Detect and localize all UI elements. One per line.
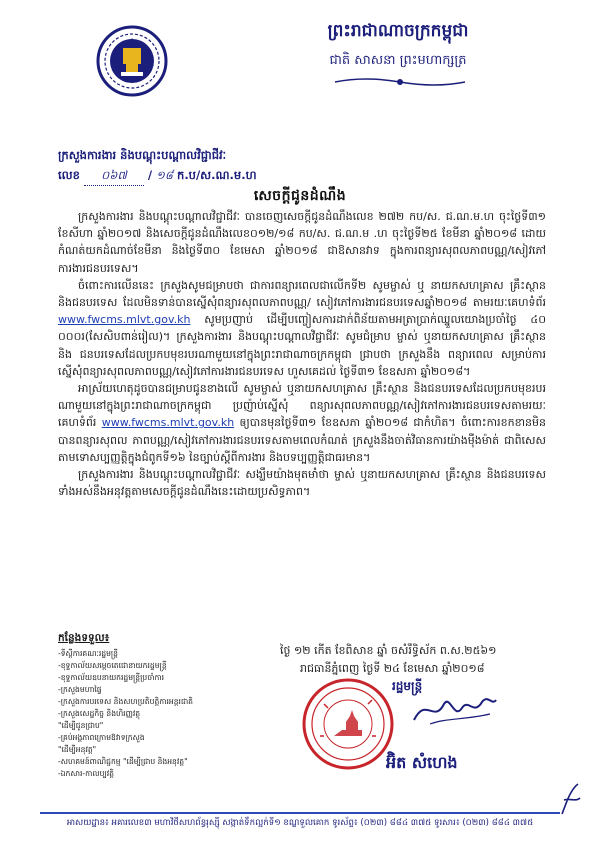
recipient-item: -ឯកសារ-កាលប្បវត្តិ	[58, 769, 114, 778]
recipient-item: -ក្រសួងការបរទេស និងសហប្រតិបត្តិការអន្តរជាតិ	[58, 697, 194, 706]
ministry-name	[58, 148, 226, 165]
number-label: លេខ	[58, 168, 80, 182]
paragraph-3	[58, 380, 546, 466]
document-number: លេខ ០៦៧ / ១៨ ក.ប/ស.ណ.ម.ហ	[58, 168, 257, 186]
number-year: ១៨	[156, 168, 173, 182]
ministry-logo	[95, 24, 169, 98]
paragraph-2-text: ចំពោះការលើននេះ ក្រសួងសូមជម្រាបថា ជាការពន្យារពេលជាលើកទី២ សូមម្ចាស់ ឬ នាយកសហគ្រាស គ្រឹះស្ថាន និងជនបរទេស ដែលមិនទាន់បានស្នើសុំពន្យារសុពលភាពបណ្ណ/ សៀវភៅការងារជនបរទេសឆ្នាំ២០១៨ តាមរយៈគេហទំព័រ	[58, 278, 546, 310]
paragraph-3-cont: ឲ្យបានមុនថ្ងៃទី៣១ ខែឧសភា ឆ្នាំ២០១៨ ជាកំហិត។ ចំពោះការខកខានមិនបានពន្យារសុពល ភាពបណ្ណ/សៀវភៅការងារជនបរទេសតាមពេលកំណត់ ក្រសួងនឹងចាត់វិធានការយ៉ាងម៉ឺងម៉ាត់ ជាពិសេសតាមទោសប្បញ្ញត្តិក្នុងជំពូកទី១៦ នៃច្បាប់ស្តីពីការងារ និងបទប្បញ្ញត្តិជាធរមាន។	[58, 416, 546, 464]
number-handwritten: ០៦៧	[101, 168, 127, 182]
paragraph-1: ក្រសួងការងារ និងបណ្តុះបណ្តាលវិជ្ជាជីវៈ បានចេញសេចក្តីជូនដំណឹងលេខ ២៧២ កប/ស. ជ.ណ.ម.ហ ចុះថ្ងៃទី៣១ ខែសីហា ឆ្នាំ២០១៧ និងសេចក្តីជូនដំណឹងលេខ០១២/១៨ កប/ស. ជ.ណ.ម .ហ ចុះថ្ងៃទី២៥ ខែមីនា ឆ្នាំ២០១៨ ដោយកំណត់យកដំណាច់ខែមីនា និងថ្ងៃទី៣០ ខែមេសា ឆ្នាំ២០១៨ ជាឱសានវាទ ក្នុងការពន្យារសុពលភាពបណ្ណ/សៀវភៅការងារជនបរទេស។	[58, 210, 546, 275]
footer-address: អាសយដ្ឋាន៖ អគារលេខ៣ មហាវិថីសហព័ន្ធរុស្ស៊ី សង្កាត់ទឹកល្អក់ទី១ ខណ្ឌទួលគោក ទូរស័ព្ទ៖ (០២៣) ៨៨៤ ៣៧៥ ទូរសារ៖ (០២៣) ៨៨៤ ៣៧៥	[66, 818, 534, 828]
paragraph-2	[58, 277, 546, 380]
paragraph-2-suffix: សូមប្រញាប់	[204, 313, 253, 327]
number-suffix: ក.ប/ស.ណ.ម.ហ	[177, 168, 257, 182]
header-ornament	[330, 76, 470, 88]
solar-date: រាជធានីភ្នំពេញ ថ្ងៃទី ២៤ ខែមេសា ឆ្នាំ២០១៨	[300, 662, 485, 675]
kingdom-header: ព្រះរាជាណាចក្រកម្ពុជា	[327, 21, 469, 41]
recipient-item: -ខុទ្ទកាល័យឧបនាយករដ្ឋមន្ត្រីប្រចាំការ	[58, 673, 165, 682]
minister-signature	[410, 690, 500, 730]
nation-motto: ជាតិ សាសនា ព្រះមហាក្សត្រ	[329, 53, 467, 68]
recipient-item: -គ្រប់អង្គភាពក្រោមឱវាទក្រសួង	[58, 733, 145, 742]
ministry-name-text: ក្រសួងការងារ និងបណ្តុះបណ្តាលវិជ្ជាជីវៈ	[58, 148, 227, 162]
footer-divider	[40, 812, 560, 814]
recipient-item: "ដើម្បីអនុវត្ត"	[58, 745, 97, 754]
paragraph-2-cont: ដើម្បីបញ្ចៀសការដាក់ពិន័យតាមអត្រាប្រាក់ឈ្នួលយោងប្រចាំថ្ងៃ ៤០ ០០០រ(សែសិបពាន់រៀល)។ ក្រសួងការងារ និងបណ្តុះបណ្តាលវិជ្ជាជីវៈ សូមជំម្រាប ម្ចាស់ ឬនាយកសហគ្រាស គ្រឹះស្ថាន និង ជនបរទេសដែលប្រកបមុខរបរណាមួយនៅក្នុងព្រះរាជាណាចក្រកម្ពុជា ជ្រាបថា ក្រសួងនឹង ពន្យារពេល សម្រាប់ការស្នើសុំពន្យារសុពលភាពបណ្ណ/សៀវភៅការងារជនបរទេស ហួសគេដល់ ថ្ងៃទី៣១ ខែឧសភា ឆ្នាំ២០១៨។	[58, 313, 546, 378]
document-body	[58, 208, 546, 500]
website-link-1[interactable]: www.fwcms.mlvt.gov.kh	[58, 313, 191, 327]
recipient-item: -ខុទ្ទកាល័យសម្តេចតេជោនាយករដ្ឋមន្ត្រី	[58, 661, 167, 670]
recipient-item: -ទីស្តីការគណៈរដ្ឋមន្ត្រី	[58, 649, 118, 658]
document-title: សេចក្តីជូនដំណឹង	[253, 188, 347, 204]
recipient-item: -ក្រសួងសេដ្ឋកិច្ច និងហិរញ្ញវត្ថុ	[58, 709, 141, 718]
website-link-2[interactable]: www.fwcms.mlvt.gov.kh	[101, 416, 235, 430]
recipient-item: -ក្រសួងមហាផ្ទៃ	[58, 685, 102, 694]
minister-title: រដ្ឋមន្ត្រី	[392, 679, 423, 693]
recipient-item: "ដើម្បីជូនជ្រាប"	[58, 721, 104, 730]
paragraph-3-text: អាស្រ័យហេតុដូចបានជម្រាបជូនខាងលើ សូមម្ចាស់ ឬនាយកសហគ្រាស គ្រឹះស្ថាន និងជនបរទេសដែលប្រកបមុខរបរណាមួយនៅក្នុងព្រះរាជាណាចក្រកម្ពុជា ប្រញ៉ាប់ស្នើសុំ ពន្យារសុពលភាពបណ្ណ/សៀវភៅការងារជនបរទេសតាមរយៈគេហទំព័រ	[58, 382, 546, 430]
initial-mark	[556, 780, 586, 820]
recipients-title: កន្លែងទទួល៖	[58, 632, 110, 644]
signer-name: អ៊ិត សំហេង	[386, 753, 458, 772]
ministry-seal	[300, 676, 396, 772]
recipients-list	[58, 648, 288, 780]
lunar-date: ថ្ងៃ ១២ កើត ខែពិសាខ ឆ្នាំ ចសំរឹទ្ធិស័ក ព.ស.២៥៦១	[280, 644, 497, 657]
paragraph-4: ក្រសួងការងារ និងបណ្តុះបណ្តាលវិជ្ជាជីវៈ សង្ឃឹមយ៉ាងមុតមាំថា ម្ចាស់ ឬនាយកសហគ្រាស គ្រឹះស្ថាន និងជនបរទេសទាំងអស់នឹងអនុវត្តតាមសេចក្តីជូនដំណឹងនេះដោយប្រសិទ្ធភាព។	[58, 468, 546, 499]
recipient-item: -សហគមន៍ពាណិជ្ជកម្ម "ដើម្បីជ្រាប និងអនុវត្ត"	[58, 757, 188, 766]
